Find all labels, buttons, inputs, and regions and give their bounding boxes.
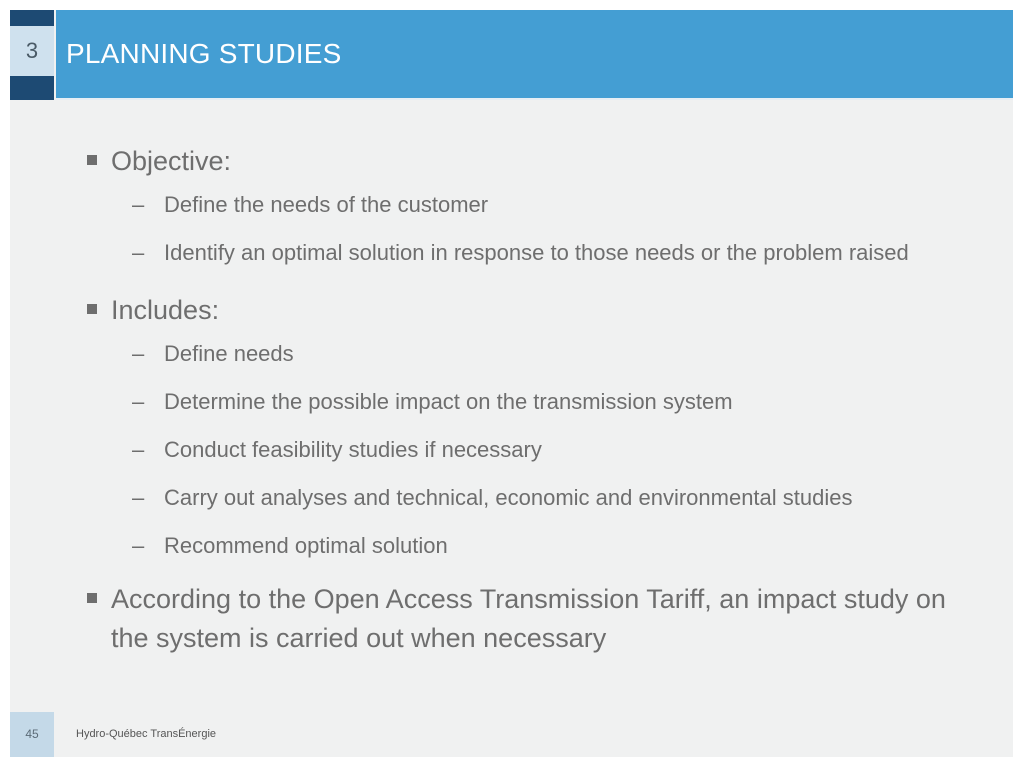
slide xyxy=(10,10,1013,757)
list-item-text: Recommend optimal solution xyxy=(164,533,448,558)
list-item xyxy=(86,426,966,474)
list-item-text: Identify an optimal solution in response to those needs or the problem raised xyxy=(164,240,909,265)
list-item-text: Define needs xyxy=(164,341,294,366)
dash-bullet-icon: – xyxy=(132,240,145,265)
section-number: 3 xyxy=(10,26,54,76)
section-marker xyxy=(10,10,54,100)
bullet-objective xyxy=(86,142,966,181)
list-item xyxy=(86,522,966,570)
bullet-label: Objective: xyxy=(111,146,232,176)
page-number: 45 xyxy=(10,712,54,757)
square-bullet-icon xyxy=(87,304,97,314)
footer-organization: Hydro-Québec TransÉnergie xyxy=(76,728,217,740)
list-item-text: Define the needs of the customer xyxy=(164,192,489,217)
slide-body xyxy=(86,142,966,658)
slide-title: PLANNING STUDIES xyxy=(66,38,342,69)
dash-bullet-icon: – xyxy=(132,389,145,414)
includes-list xyxy=(86,330,966,570)
slide-header xyxy=(10,10,1013,100)
list-item xyxy=(86,378,966,426)
list-item xyxy=(86,330,966,378)
dash-bullet-icon: – xyxy=(132,437,145,462)
dash-bullet-icon: – xyxy=(132,192,145,217)
list-item-text: Conduct feasibility studies if necessary xyxy=(164,437,542,462)
dash-bullet-icon: – xyxy=(132,341,145,366)
bullet-note xyxy=(86,580,966,658)
list-item-text: Determine the possible impact on the transmission system xyxy=(164,389,733,414)
objective-list xyxy=(86,181,966,277)
list-item-text: Carry out analyses and technical, economic and environmental studies xyxy=(164,485,853,510)
dash-bullet-icon: – xyxy=(132,533,145,558)
dash-bullet-icon: – xyxy=(132,485,145,510)
square-bullet-icon xyxy=(87,593,97,603)
note-text: According to the Open Access Transmission Tariff, an impact study on the system is carried out when necessary xyxy=(111,584,946,653)
list-item xyxy=(86,474,966,522)
list-item xyxy=(86,229,966,277)
list-item xyxy=(86,181,966,229)
title-bar xyxy=(56,10,1013,100)
bullet-label: Includes: xyxy=(111,295,220,325)
bullet-includes xyxy=(86,291,966,330)
square-bullet-icon xyxy=(87,155,97,165)
